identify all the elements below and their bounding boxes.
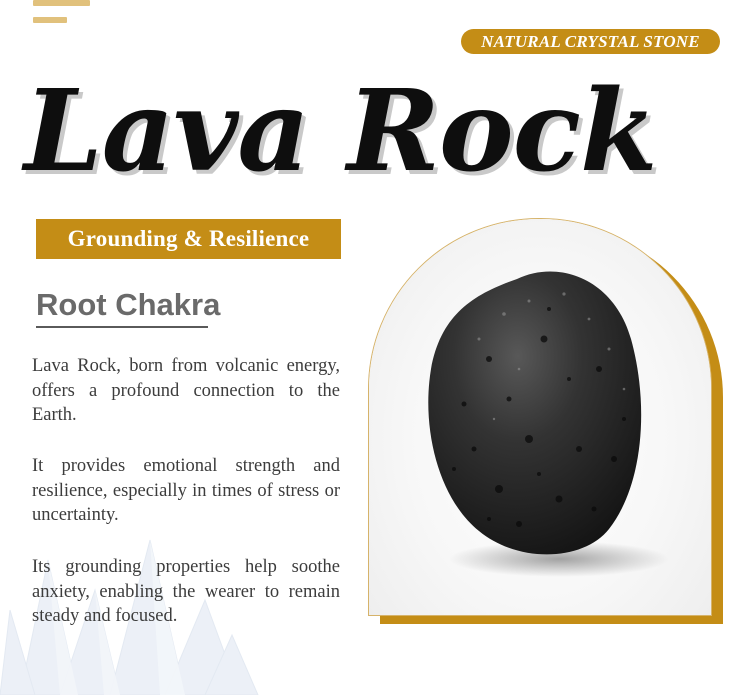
banner-label: Grounding & Resilience [67,226,310,251]
product-image-frame [368,218,712,616]
paragraph-strength: It provides emotional strength and resilience, especially in times of stress or uncertainty. [32,456,340,525]
lava-rock-egg-image [369,219,711,615]
badge-label: NATURAL CRYSTAL STONE [481,31,700,51]
product-title: Lava Rock [24,66,657,197]
chakra-underline [36,326,208,328]
chakra-heading: Root Chakra [36,287,221,322]
decorative-bar [33,0,90,6]
paragraph-grounding: Its grounding properties help soothe anxiety, enabling the wearer to remain steady and focused. [32,557,340,626]
decorative-bar [33,17,67,23]
paragraph-intro: Lava Rock, born from volcanic energy, offers a profound connection to the Earth. [32,356,340,425]
grounding-resilience-banner [36,219,341,259]
natural-crystal-stone-badge [461,29,720,54]
